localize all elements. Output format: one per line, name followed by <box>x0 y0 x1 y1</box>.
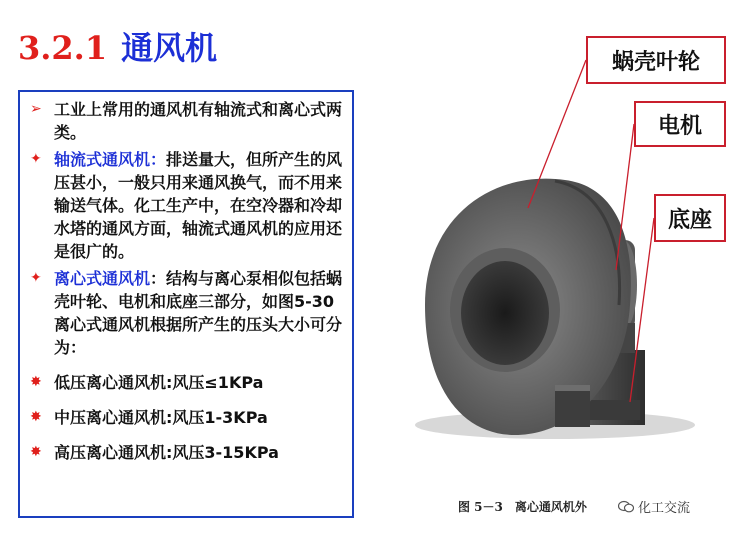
centrifugal-fan-photo <box>405 95 723 525</box>
motor-label: 电机 <box>634 101 726 147</box>
bullet-item-high-pressure <box>30 441 346 464</box>
burst-bullet-icon: ✸ <box>30 409 42 425</box>
bullet-item-low-pressure <box>30 371 346 394</box>
figure-caption: 图 5－3 离心通风机外 <box>458 500 587 514</box>
bullet-text: 高压离心通风机:风压3-15KPa <box>54 443 279 462</box>
bullet-text: 低压离心通风机:风压≤1KPa <box>54 373 264 392</box>
impeller-label: 蜗壳叶轮 <box>586 36 726 84</box>
content-box <box>18 90 354 518</box>
bullet-text <box>54 267 346 359</box>
bullet-item-centrifugal <box>30 267 346 359</box>
bullet-text <box>54 148 346 263</box>
bullet-text-segment: 工业上常用的通风机有轴流式和离心式两类。 <box>54 100 343 142</box>
watermark <box>618 497 690 516</box>
bullet-item-mid-pressure <box>30 406 346 429</box>
bullet-item-types <box>30 98 346 144</box>
arrow-bullet-icon: ➢ <box>30 101 42 117</box>
base-label: 底座 <box>654 194 726 242</box>
star-bullet-icon: ✦ <box>30 270 42 286</box>
star-bullet-icon: ✦ <box>30 151 42 167</box>
bullet-text <box>54 98 346 144</box>
section-title: 通风机 <box>121 29 218 67</box>
burst-bullet-icon: ✸ <box>30 444 42 460</box>
bullet-text: 中压离心通风机:风压1-3KPa <box>54 408 268 427</box>
bullet-text-segment: ：结构与离心泵相似包括蜗壳叶轮、电机和底座三部分，如图5-30离心式通风机根据所产生的压头大小可分为： <box>54 269 343 357</box>
bullet-text-segment: 排送量大，但所产生的风压甚小，一般只用来通风换气，而不用来输送气体。化工生产中，在空冷器和冷却水塔的通风方面，轴流式通风机的应用还是很广的。 <box>54 150 343 261</box>
chat-bubble-icon <box>618 500 634 513</box>
highlight-term: 轴流式通风机： <box>54 150 167 169</box>
bullet-item-axial <box>30 148 346 263</box>
watermark-text: 化工交流 <box>638 501 691 516</box>
section-number: 3.2.1 <box>18 29 108 67</box>
burst-bullet-icon: ✸ <box>30 374 42 390</box>
slide-title <box>18 29 218 67</box>
highlight-term: 离心式通风机 <box>54 269 151 288</box>
